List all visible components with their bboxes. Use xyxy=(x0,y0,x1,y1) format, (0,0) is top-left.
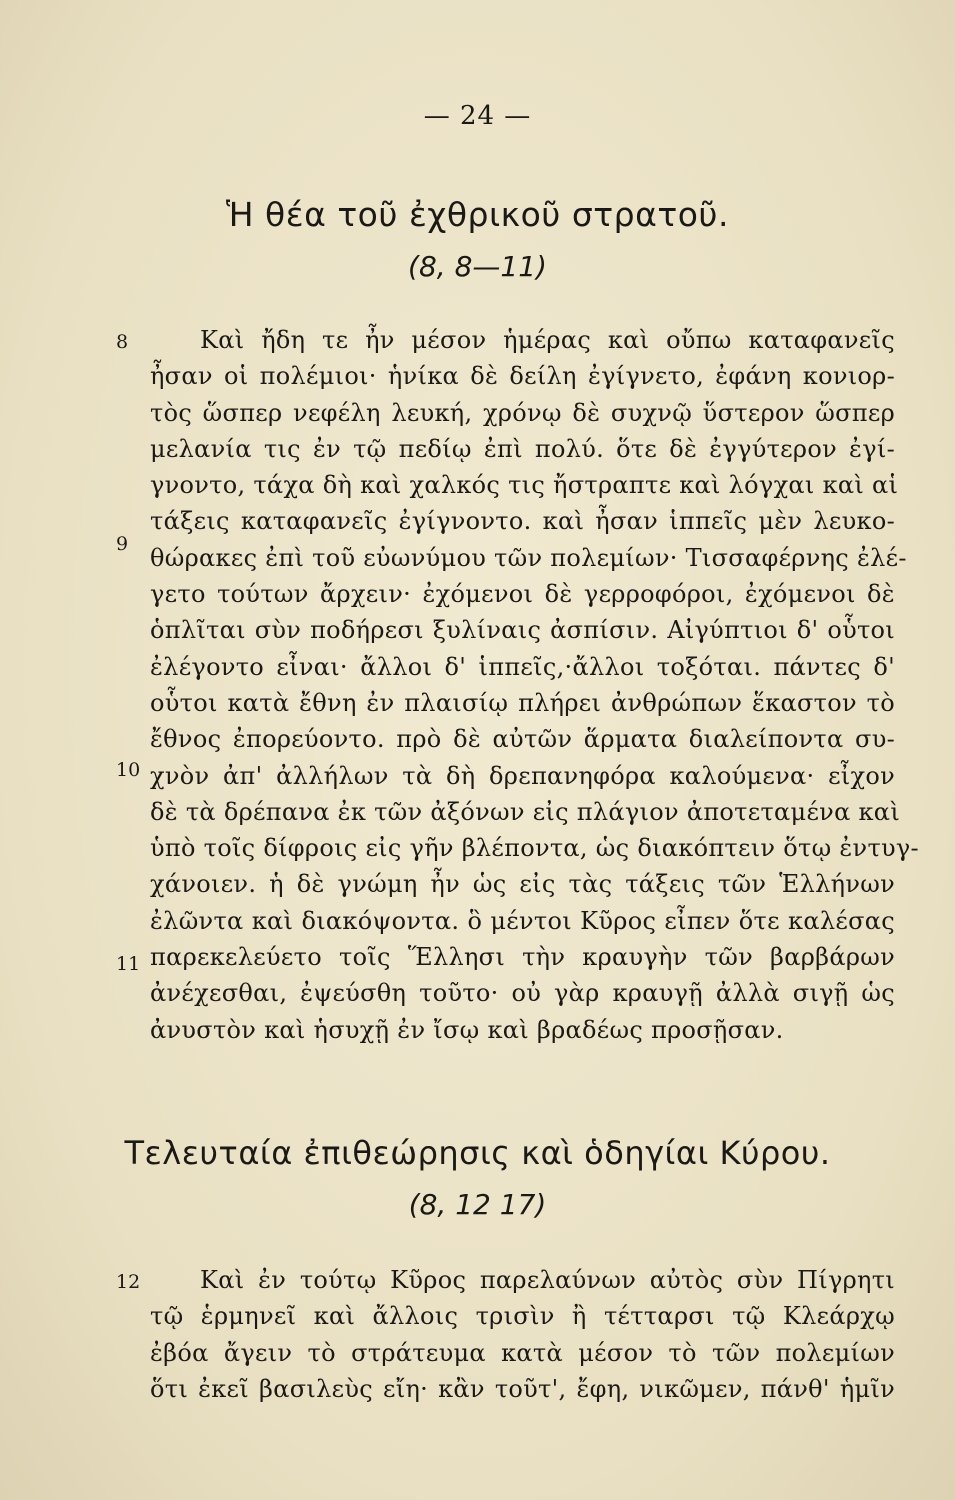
text-line: ὑπὸ τοῖς δίφροις εἰς γῆν βλέποντα, ὡς διακόπτειν ὅτῳ ἐντυγ- xyxy=(150,834,919,863)
text-line: ἦσαν οἱ πολέμιοι· ἡνίκα δὲ δείλη ἐγίγνετο, ἐφάνη κονιορ- xyxy=(150,362,895,391)
text-line: Καὶ ἤδη τε ἦν μέσον ἡμέρας καὶ οὔπω καταφανεῖς xyxy=(200,326,895,354)
text-line: θώρακες ἐπὶ τοῦ εὐωνύμου τῶν πολεμίων· Τισσαφέρνης ἐλέ- xyxy=(150,543,907,572)
text-line: τῷ ἑρμηνεῖ καὶ ἄλλοις τρισὶν ἢ τέτταρσι τῷ Κλεάρχῳ xyxy=(150,1302,895,1331)
text-line: χάνοιεν. ἡ δὲ γνώμη ἦν ὡς εἰς τὰς τάξεις τῶν Ἑλλήνων xyxy=(150,870,895,899)
section-number: 10 xyxy=(116,759,141,781)
text-line: μελανία τις ἐν τῷ πεδίῳ ἐπὶ πολύ. ὅτε δὲ ἐγγύτερον ἐγί- xyxy=(150,434,895,463)
section-title: Ἡ θέα τοῦ ἐχθρικοῦ στρατοῦ. xyxy=(225,195,730,234)
section-number: 11 xyxy=(116,953,141,975)
text-line: ἀνυστὸν καὶ ἡσυχῇ ἐν ἴσῳ καὶ βραδέως προσῇσαν. xyxy=(150,1015,784,1044)
text-line: δὲ τὰ δρέπανα ἐκ τῶν ἀξόνων εἰς πλάγιον ἀποτεταμένα καὶ xyxy=(150,797,901,826)
text-line: ἀνέχεσθαι, ἐψεύσθη τοῦτο· οὐ γὰρ κραυγῇ ἀλλὰ σιγῇ ὡς xyxy=(150,979,895,1008)
section-number: 8 xyxy=(116,331,129,353)
section-reference: (8, 12 17) xyxy=(408,1188,547,1221)
page-number: — 24 — xyxy=(423,101,532,131)
text-line: τάξεις καταφανεῖς ἐγίγνοντο. καὶ ἦσαν ἱππεῖς μὲν λευκο- xyxy=(150,507,895,536)
text-line: ὁπλῖται σὺν ποδήρεσι ξυλίναις ἀσπίσιν. Αἰγύπτιοι δ' οὗτοι xyxy=(150,616,895,645)
text-line: γνοντο, τάχα δὴ καὶ χαλκός τις ἤστραπτε καὶ λόγχαι καὶ αἱ xyxy=(150,471,899,500)
section-number: 9 xyxy=(116,533,129,555)
text-line: ἐλῶντα καὶ διακόψοντα. ὃ μέντοι Κῦρος εἶπεν ὅτε καλέσας xyxy=(150,906,895,935)
text-line: παρεκελεύετο τοῖς Ἕλλησι τὴν κραυγὴν τῶν βαρβάρων xyxy=(150,943,895,972)
text-line: γετο τούτων ἄρχειν· ἐχόμενοι δὲ γερροφόροι, ἐχόμενοι δὲ xyxy=(150,580,895,609)
text-line: ἔθνος ἐπορεύοντο. πρὸ δὲ αὐτῶν ἅρματα διαλείποντα συ- xyxy=(150,725,895,754)
text-line: οὗτοι κατὰ ἔθνη ἐν πλαισίῳ πλήρει ἀνθρώπων ἕκαστον τὸ xyxy=(150,688,895,717)
text-line: τὸς ὥσπερ νεφέλη λευκή, χρόνῳ δὲ συχνῷ ὕστερον ὥσπερ xyxy=(150,398,895,427)
section-title: Τελευταία ἐπιθεώρησις καὶ ὁδηγίαι Κύρου. xyxy=(124,1134,831,1172)
text-line: ὅτι ἐκεῖ βασιλεὺς εἴη· κἂν τοῦτ', ἔφη, νικῶμεν, πάνθ' ἡμῖν xyxy=(150,1374,895,1403)
text-line: ἐλέγοντο εἶναι· ἄλλοι δ' ἱππεῖς,·ἄλλοι τοξόται. πάντες δ' xyxy=(150,652,895,681)
text-line: ἐβόα ἄγειν τὸ στράτευμα κατὰ μέσον τὸ τῶν πολεμίων xyxy=(150,1338,895,1367)
section-reference: (8, 8—11) xyxy=(408,250,547,283)
paragraph xyxy=(150,322,919,1048)
text-line: Καὶ ἐν τούτῳ Κῦρος παρελαύνων αὐτὸς σὺν Πίγρητι xyxy=(200,1266,895,1294)
paragraph xyxy=(150,1262,895,1407)
text-line: χνὸν ἀπ' ἀλλήλων τὰ δὴ δρεπανηφόρα καλούμενα· εἶχον xyxy=(150,761,895,790)
section-number: 12 xyxy=(116,1271,141,1293)
